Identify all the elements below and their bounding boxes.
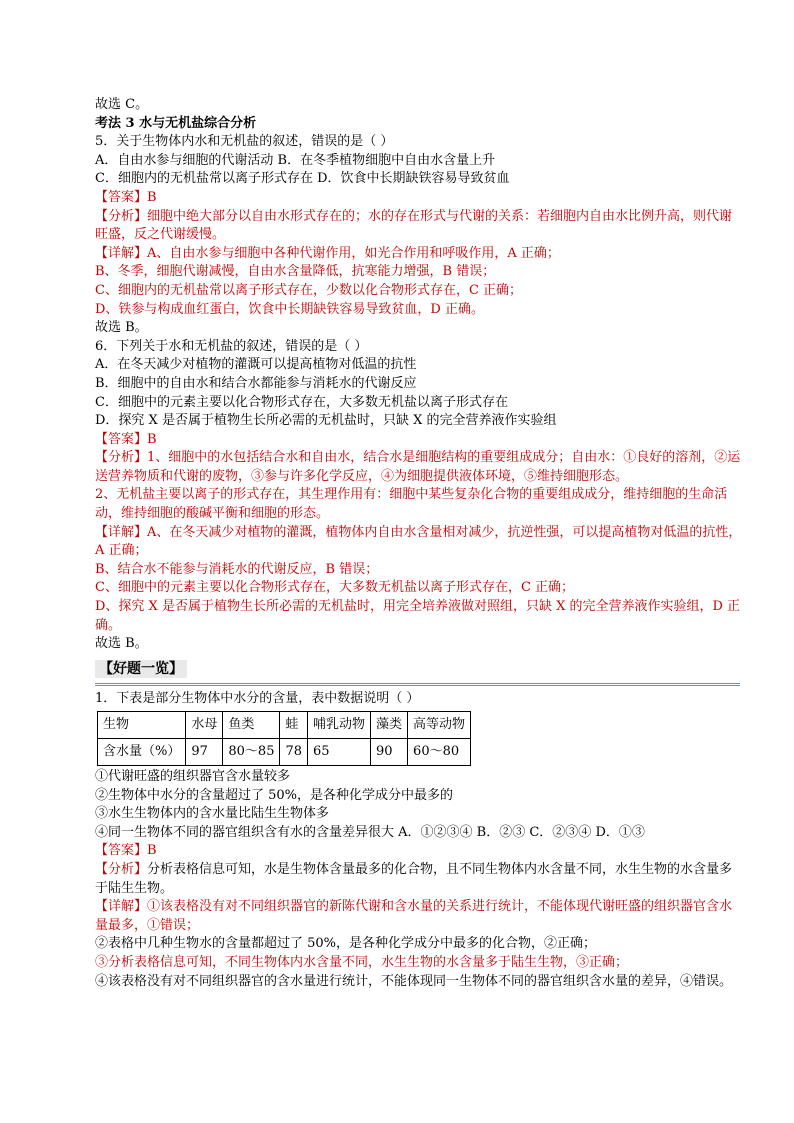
answer-tag: 【答案】: [95, 431, 148, 447]
q6-option-c: C．细胞中的元素主要以化合物形式存在，大多数无机盐以离子形式存在: [95, 394, 508, 410]
table-cell: 生物: [98, 712, 186, 739]
analysis-text: 细胞中绝大部分以自由水形式存在的；水的存在形式与代谢的关系：若细胞内自由水比例升高，则代谢旺盛，反之代谢缓慢。: [95, 208, 733, 243]
answer-value: B: [147, 843, 157, 859]
table-cell: 90: [371, 739, 408, 766]
answer-tag: 【答案】: [95, 189, 148, 205]
analysis-tag: 【分析】: [95, 861, 148, 877]
table-cell: 藻类: [371, 712, 408, 739]
q6-option-d: D．探究 X 是否属于植物生长所必需的无机盐时，只缺 X 的完全营养液作实验组: [95, 413, 557, 429]
good-questions-heading: [95, 660, 745, 680]
q5-answer: [95, 189, 745, 208]
analysis-tag: 【分析】: [95, 450, 148, 466]
q1-statement-3: ③水生生物体内的含水量比陆生生物体多: [95, 806, 330, 822]
q1-answer: [95, 842, 745, 861]
q1-detail-3: ③分析表格信息可知，不同生物体内水含量不同，水生生物的水含量多于陆生生物，③正确；: [95, 954, 629, 970]
table-cell: 65: [308, 739, 371, 766]
answer-tag: 【答案】: [95, 843, 148, 859]
table-cell: 鱼类: [223, 712, 280, 739]
detail-text: A、在冬天减少对植物的灌溉，植物体内自由水含量相对减少，抗逆性强，可以提高植物对低温的抗性，A 正确；: [95, 524, 742, 559]
table-cell: 哺乳动物: [308, 712, 371, 739]
detail-text: A、自由水参与细胞中各种代谢作用，如光合作用和呼吸作用，A 正确；: [147, 245, 560, 261]
detail-tag: 【详解】: [95, 245, 148, 261]
table-header-row: [98, 712, 471, 739]
q1-detail-4: ④该表格没有对不同组织器官的含水量进行统计，不能体现同一生物体不同的器官组织含水量的差异，④错误。: [95, 973, 733, 989]
q5-detail-d: D、铁参与构成血红蛋白，饮食中长期缺铁容易导致贫血，D 正确。: [95, 301, 484, 317]
q1-analysis: [95, 861, 745, 898]
q5-options-cd: C．细胞内的无机盐常以离子形式存在 D．饮食中长期缺铁容易导致贫血: [95, 171, 510, 187]
q6-answer: [95, 431, 745, 450]
q1-statement-4: ④同一生物体不同的器官组织含有水的含量差异很大: [95, 824, 395, 840]
answer-value: B: [147, 189, 157, 205]
q1-choices: A．①②③④ B．②③ C．②③④ D．①③: [398, 824, 645, 840]
table-cell: 水母: [186, 712, 223, 739]
document-page: [95, 96, 745, 991]
q5-analysis: [95, 208, 745, 245]
q1-detail-1: [95, 898, 745, 935]
answer-value: B: [147, 431, 157, 447]
q6-stem: 6．下列关于水和无机盐的叙述，错误的是（ ）: [95, 338, 368, 354]
detail-tag: 【详解】: [95, 899, 148, 915]
table-cell: 78: [280, 739, 308, 766]
analysis-text: 1、细胞中的水包括结合水和自由水，结合水是细胞结构的重要组成成分；自由水：①良好的溶剂，②运送营养物质和代谢的废物，③参与许多化学反应，④为细胞提供液体环境，⑤维持细胞形态。: [95, 450, 741, 484]
q1-detail-2: ②表格中几种生物水的含量都超过了 50%，是各种化学成分中最多的化合物，②正确；: [95, 936, 597, 952]
section-title-method3: 考法 3 水与无机盐综合分析: [95, 115, 257, 131]
q1-statement-1: ①代谢旺盛的组织器官含水量较多: [95, 769, 291, 784]
q6-detail-c: C、细胞中的元素主要以化合物形式存在，大多数无机盐以离子形式存在，C 正确；: [95, 580, 575, 596]
q6-detail-b: B、结合水不能参与消耗水的代谢反应，B 错误；: [95, 561, 379, 577]
table-cell: 含水量（%）: [98, 739, 186, 766]
q1-stem: 1．下表是部分生物体中水分的含量，表中数据说明（ ）: [95, 691, 420, 707]
analysis-text: 分析表格信息可知，水是生物体含量最多的化合物，且不同生物体内水含量不同，水生生物的水含量多于陆生生物。: [95, 861, 733, 896]
q5-detail-a: [95, 245, 745, 264]
q1-statement-4-line: [95, 824, 745, 843]
detail-tag: 【详解】: [95, 524, 148, 540]
table-row: [98, 739, 471, 766]
good-questions-title: 【好题一览】: [95, 660, 187, 678]
table-cell: 高等动物: [408, 712, 471, 739]
q5-conclusion: 故选 B。: [95, 320, 148, 336]
q6-analysis-2: 2、无机盐主要以离子的形式存在，其生理作用有：细胞中某些复杂化合物的重要组成成分，维持细胞的生命活动，维持细胞的酸碱平衡和细胞的形态。: [95, 487, 728, 522]
detail-text: ①该表格没有对不同组织器官的新陈代谢和含水量的关系进行统计，不能体现代谢旺盛的组织器官含水量最多，①错误；: [95, 899, 733, 933]
table-cell: 60～80: [408, 739, 471, 766]
q6-detail-a: [95, 524, 745, 561]
q1-statement-2: ②生物体中水分的含量超过了 50%，是各种化学成分中最多的: [95, 787, 454, 803]
previous-answer: 故选 C。: [95, 97, 149, 112]
analysis-tag: 【分析】: [95, 208, 148, 224]
q5-detail-c: C、细胞内的无机盐常以离子形式存在，少数以化合物形式存在，C 正确；: [95, 282, 523, 298]
table-cell: 97: [186, 739, 223, 766]
q5-detail-b: B、冬季，细胞代谢减慢，自由水含量降低，抗寒能力增强，B 错误；: [95, 264, 496, 280]
section-divider: [95, 683, 740, 686]
q6-option-a: A．在冬天减少对植物的灌溉可以提高植物对低温的抗性: [95, 357, 417, 373]
table-cell: 蛙: [280, 712, 308, 739]
q5-stem: 5．关于生物体内水和无机盐的叙述，错误的是（ ）: [95, 134, 394, 150]
q5-options-ab: A．自由水参与细胞的代谢活动 B．在冬季植物细胞中自由水含量上升: [95, 152, 496, 168]
q6-detail-d: D、探究 X 是否属于植物生长所必需的无机盐时，用完全培养液做对照组，只缺 X 的完全营养液作实验组，D 正确。: [95, 599, 741, 633]
water-content-table: [97, 711, 471, 766]
q6-analysis-1: [95, 449, 745, 486]
q6-option-b: B．细胞中的自由水和结合水都能参与消耗水的代谢反应: [95, 375, 417, 391]
table-cell: 80～85: [223, 739, 280, 766]
q6-conclusion: 故选 B。: [95, 636, 148, 652]
